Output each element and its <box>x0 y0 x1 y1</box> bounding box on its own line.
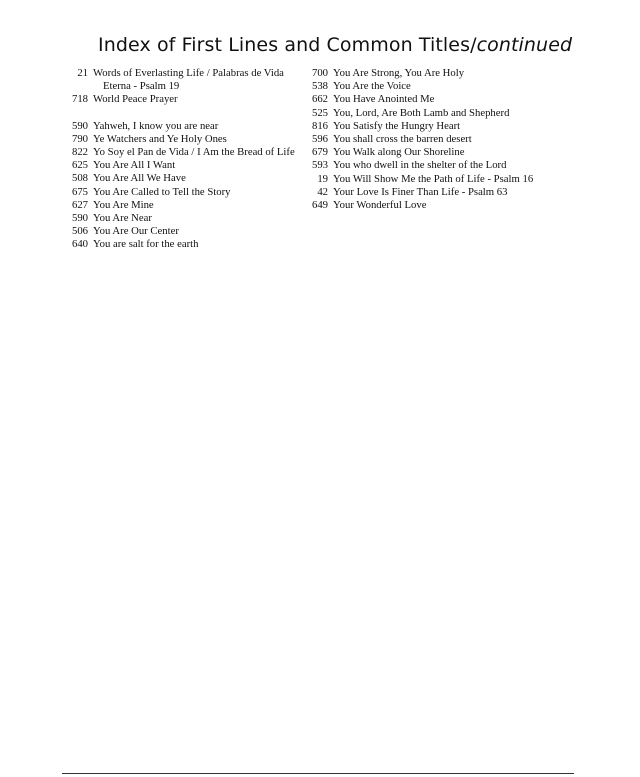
hymn-number: 627 <box>71 198 88 211</box>
hymn-title: You Are the Voice <box>333 80 411 93</box>
index-entry <box>300 93 540 106</box>
hymn-title: You Are Mine <box>93 198 154 211</box>
index-entry <box>60 212 300 225</box>
hymn-title: Words of Everlasting Life / Palabras de Vida Eterna - Psalm 19 <box>93 67 284 93</box>
hymn-number: 508 <box>71 172 88 185</box>
index-entry <box>60 133 300 146</box>
hymn-number: 649 <box>311 199 328 212</box>
index-entry <box>300 199 540 212</box>
entry-gap <box>60 107 300 120</box>
hymn-number: 816 <box>311 119 328 132</box>
hymn-title: You Are Strong, You Are Holy <box>333 67 465 79</box>
hymn-title: You Are Near <box>93 212 152 225</box>
index-entry <box>60 186 300 199</box>
index-entry <box>60 67 300 93</box>
hymn-number: 21 <box>77 67 88 79</box>
title-continued: continued <box>476 34 573 56</box>
index-entry <box>60 199 300 212</box>
hymn-number: 640 <box>71 238 88 251</box>
hymn-number: 593 <box>311 159 328 172</box>
hymn-title: Ye Watchers and Ye Holy Ones <box>93 132 227 145</box>
index-column-left <box>60 67 300 252</box>
hymn-title: You are salt for the earth <box>93 238 199 251</box>
hymn-number: 506 <box>71 225 88 238</box>
hymn-number: 590 <box>71 119 88 132</box>
hymn-number: 662 <box>311 93 328 106</box>
hymn-title: World Peace Prayer <box>93 93 178 106</box>
hymn-title: You Are Our Center <box>93 225 179 238</box>
hymn-title: You Have Anointed Me <box>333 93 435 106</box>
index-entry <box>300 80 540 93</box>
hymn-title: You Are All We Have <box>93 172 186 185</box>
hymn-number: 718 <box>71 93 88 106</box>
hymn-title: You Walk along Our Shoreline <box>333 146 465 159</box>
index-entry <box>60 120 300 133</box>
hymn-number: 822 <box>71 146 88 159</box>
hymn-number: 590 <box>71 212 88 225</box>
hymn-number: 679 <box>311 146 328 159</box>
hymn-title: You Are Called to Tell the Story <box>93 185 231 198</box>
index-entry <box>60 159 300 172</box>
title-main: Index of First Lines and Common Titles/ <box>98 34 477 56</box>
hymn-title: You who dwell in the shelter of the Lord <box>333 159 507 172</box>
index-entry <box>300 186 540 199</box>
hymn-title: Your Wonderful Love <box>333 199 427 212</box>
hymn-title: You shall cross the barren desert <box>333 133 472 146</box>
index-entry <box>60 93 300 106</box>
hymn-number: 596 <box>311 133 328 146</box>
hymn-number: 538 <box>311 80 328 93</box>
hymn-number: 625 <box>71 159 88 172</box>
index-entry <box>300 107 540 120</box>
index-entry <box>60 238 300 251</box>
hymn-title: Yahweh, I know you are near <box>93 119 219 132</box>
index-entry <box>300 173 540 186</box>
hymn-number: 525 <box>311 106 328 119</box>
hymn-title: Your Love Is Finer Than Life - Psalm 63 <box>333 185 508 198</box>
index-entry <box>300 133 540 146</box>
hymn-number: 700 <box>311 67 328 79</box>
page-title <box>98 34 572 56</box>
hymn-number: 19 <box>317 172 328 185</box>
index-entry <box>60 146 300 159</box>
hymn-number: 675 <box>71 185 88 198</box>
index-entry <box>300 67 540 80</box>
index-entry <box>300 120 540 133</box>
index-column-right <box>300 67 540 212</box>
index-entry <box>60 172 300 185</box>
hymn-number: 42 <box>317 185 328 198</box>
hymn-title: You Satisfy the Hungry Heart <box>333 119 461 132</box>
hymn-title: You, Lord, Are Both Lamb and Shepherd <box>333 106 510 119</box>
hymn-title: You Are All I Want <box>93 159 176 172</box>
hymn-number: 790 <box>71 132 88 145</box>
index-entry <box>300 159 540 172</box>
hymn-title: Yo Soy el Pan de Vida / I Am the Bread of Life <box>93 146 295 159</box>
index-entry <box>60 225 300 238</box>
index-entry <box>300 146 540 159</box>
bottom-rule <box>62 773 574 774</box>
hymn-title: You Will Show Me the Path of Life - Psalm 16 <box>333 172 534 185</box>
